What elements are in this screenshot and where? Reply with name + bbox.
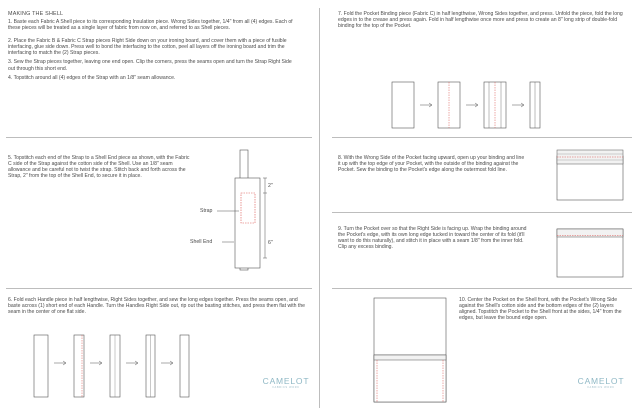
step-10: 10. Center the Pocket on the Shell front, with the Pocket's Wrong Side against the Shell's cotton side and the bottom edges of the (2) layers aligned. Topstitch the Pocket to the Shell front at the sides, 1/4" from the edges, but leave the bound edge open. <box>459 297 622 322</box>
shell-end-label: Shell End <box>190 239 213 245</box>
left-divider-2 <box>6 288 312 289</box>
steps-1-4 <box>8 19 300 81</box>
pocket-binding-on-shell <box>374 355 446 360</box>
binding-flat <box>392 82 414 128</box>
handles-figure <box>30 335 250 400</box>
step-1: 1. Baste each Fabric A Shell piece to its corresponding Insulation piece. Wrong Sides together, 1/4" from all (4) edges. Each of these pieces will be treated as a single layer of fabric from now on, and referred to as Shell pieces. <box>8 19 293 32</box>
arrow-7c <box>512 103 524 107</box>
arrow-7b <box>466 103 478 107</box>
step-8: 8. With the Wrong Side of the Pocket facing upward, open up your binding and line it up with the top edge of your Pocket, with the outside of the binding against the Pocket. Sew the binding to the Pocket's edge along the outermost fold line. <box>338 155 525 174</box>
left-divider-1 <box>6 137 312 138</box>
arrow-d <box>161 361 173 365</box>
step-5: 5. Topstitch each end of the Strap to a Shell End piece as shown, with the Fabric C side of the Strap against the cotton side of the Shell. Use an 1/8" seam allowance and be careful not to twist the strap. Stitch back and forth across the Strap, 2" from the top of the Shell End, to secure it in place. <box>8 155 190 180</box>
step-2: 2. Place the Fabric B & Fabric C Strap pieces Right Side down on your ironing board, and cover them with a piece of fusible interfacing, glue side down. Press well to bond the interfacing to the cotton, peel all layers off the ironing board and trim the interfacing to match the (2) Strap pieces. <box>8 38 287 57</box>
right-divider-1 <box>332 137 632 138</box>
right-divider-2 <box>332 212 632 213</box>
camelot-logo-left <box>260 376 312 389</box>
step-6: 6. Fold each Handle piece in half lengthwise, Right Sides together, and sew the long edges together. Press the seams open, and baste across (1) short end of each Handle. Turn the Handles Right Side out, rip out the basting stitches, and press them flat with the seam in the center of one flat side. <box>8 297 306 316</box>
strap-label: Strap <box>200 208 213 214</box>
step-9: 9. Turn the Pocket over so that the Right Side is facing up. Wrap the binding around the Pocket's edge, with its own long edge tucked in toward the center of its fold (it'll want to do this naturally), and stitch it in place with a seam 1/8" from the inner fold. Clip any excess binding. <box>338 226 527 251</box>
arrow-7a <box>420 103 432 107</box>
camelot-logo-right <box>574 376 628 389</box>
handle-step-e <box>180 335 189 397</box>
handle-step-b <box>74 335 84 397</box>
step-4: 4. Topstitch around all (4) edges of the Strap with an 1/8" seam allowance. <box>8 74 176 81</box>
logo-brand: CAMELOT <box>577 376 625 386</box>
binding-figure <box>390 82 570 130</box>
step-3: 3. Sew the Strap pieces together, leaving one end open. Clip the corners, press the seams open and turn the Strap Right Side out through this short end. <box>8 59 292 72</box>
arrow-b <box>90 361 102 365</box>
logo-tagline: FABRICS WORK <box>272 386 300 389</box>
dim-bottom-label: 6" <box>268 240 273 246</box>
logo-brand: CAMELOT <box>262 376 310 386</box>
pocket-binding-figure <box>556 150 626 202</box>
section-heading: MAKING THE SHELL <box>8 11 64 17</box>
dim-top-label: 2" <box>268 183 273 189</box>
arrow-a <box>54 361 66 365</box>
center-divider <box>319 8 320 408</box>
binding-strip-9 <box>557 229 623 237</box>
handle-step-a <box>34 335 48 397</box>
handle-step-c <box>110 335 120 397</box>
arrow-c <box>126 361 138 365</box>
shell-pocket-figure <box>373 297 449 405</box>
right-divider-3 <box>332 288 632 289</box>
pocket-on-shell <box>374 355 446 402</box>
step-7: 7. Fold the Pocket Binding piece (Fabric C) in half lengthwise, Wrong Sides together, and press. Unfold the piece, fold the long edges in to the crease and press again. Fold in half lengthwise once more and press to create an 8" long strip of double-fold binding for the top of the Pocket. <box>338 11 623 30</box>
logo-tagline: FABRICS WORK <box>587 386 615 389</box>
handle-step-d <box>146 335 155 397</box>
pocket-bound-figure <box>556 226 626 280</box>
